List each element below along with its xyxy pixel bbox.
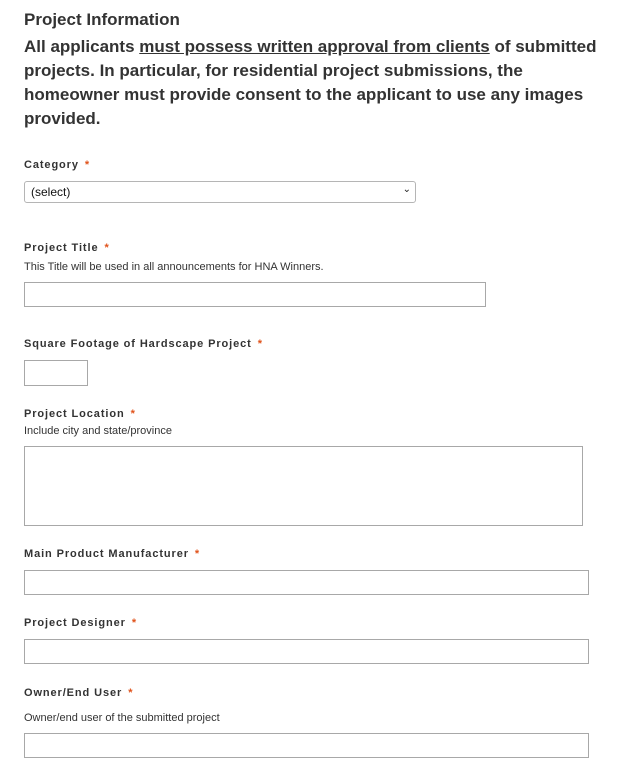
section-title: Project Information [24,10,180,29]
owner-end-user-input[interactable] [24,733,589,758]
notice-text-after: of submitted projects. In particular, for residential project submissions, the homeowner must provide consent to the applicant to use any images provided. [24,37,597,128]
owner-end-user-label: Owner/End User * [24,687,134,699]
notice-text-underlined: must possess written approval from clients [139,37,490,56]
category-label: Category * [24,159,91,171]
main-product-manufacturer-input[interactable] [24,570,589,595]
chevron-down-icon: ⌄ [402,184,411,195]
required-marker: * [194,548,201,560]
main-product-manufacturer-label: Main Product Manufacturer * [24,548,201,560]
project-location-label: Project Location * [24,408,136,420]
required-marker: * [131,617,138,629]
required-marker: * [84,159,91,171]
required-marker: * [104,242,110,254]
project-location-textarea[interactable] [24,446,583,526]
notice-text-before: All applicants [24,37,140,56]
required-marker: * [128,687,134,699]
required-marker: * [130,408,136,420]
approval-notice [24,35,604,131]
required-marker: * [257,338,263,350]
project-title-hint: This Title will be used in all announcements for HNA Winners. [24,261,324,273]
project-title-label: Project Title * [24,242,110,254]
project-designer-label: Project Designer * [24,617,138,629]
project-location-hint: Include city and state/province [24,425,172,437]
square-footage-label: Square Footage of Hardscape Project * [24,338,263,350]
project-designer-input[interactable] [24,639,589,664]
category-select[interactable] [24,181,416,203]
owner-end-user-hint: Owner/end user of the submitted project [24,712,220,724]
category-selected-value: (select) [31,185,71,199]
project-title-input[interactable] [24,282,486,307]
square-footage-input[interactable] [24,360,88,386]
